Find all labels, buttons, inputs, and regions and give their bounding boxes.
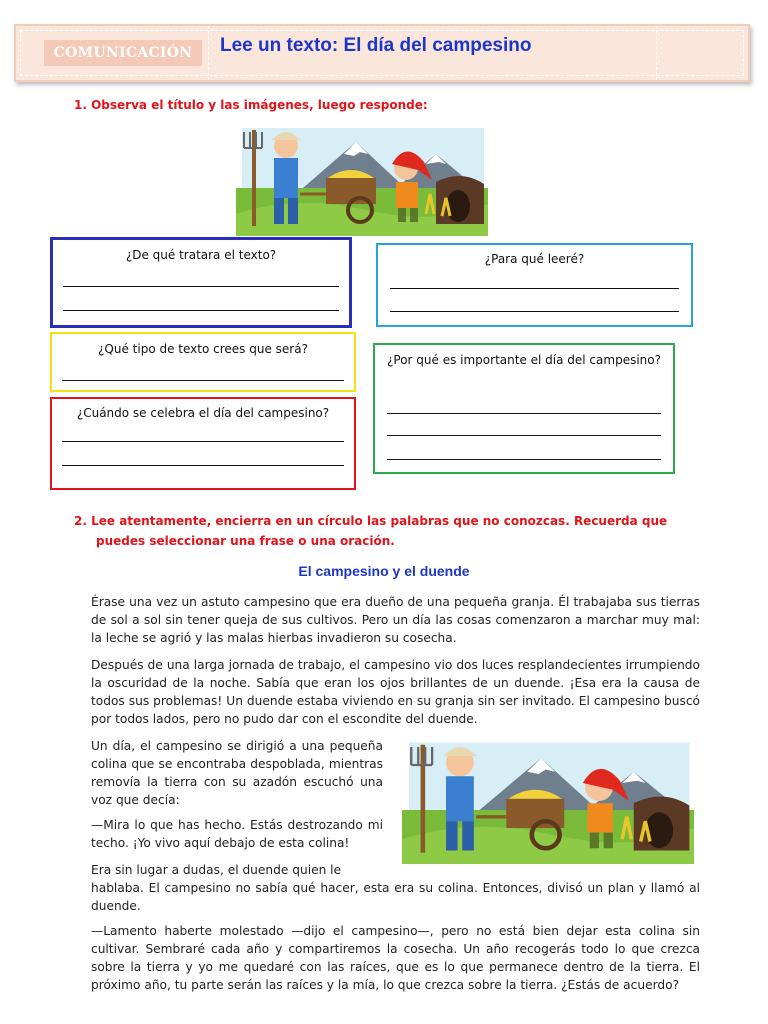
question-box-purpose [376, 243, 693, 327]
story-paragraph: Érase una vez un astuto campesino que era dueño de una pequeña granja. Él trabajaba sus tierras de sol a sol sin tener queja de sus cultivos. Pero un día las cosas comenzaron a marchar muy mal: la leche se agrió y las malas hierbas invadieron su cosecha. [91, 595, 700, 645]
question-text: ¿Para qué leeré? [484, 252, 585, 266]
farmer-elf-illustration [402, 738, 694, 864]
story-title: El campesino y el duende [298, 563, 470, 579]
question-text: ¿De qué tratara el texto? [125, 248, 277, 262]
question-text: ¿Cuándo se celebra el día del campesino? [76, 406, 330, 420]
answer-line[interactable] [62, 380, 344, 381]
answer-line[interactable] [62, 465, 344, 466]
question-box-date [50, 397, 356, 490]
instruction-2-line2: puedes seleccionar una frase o una oración. [96, 534, 395, 548]
header-divider [656, 26, 657, 80]
answer-line[interactable] [62, 441, 344, 442]
story-paragraph: hablaba. El campesino no sabía qué hacer, esta era su colina. Entonces, divisó un plan y llamó al duende. [91, 881, 700, 913]
farmer-elf-illustration [236, 124, 488, 236]
page-title: Lee un texto: El día del campesino [220, 35, 532, 56]
story-paragraph: —Mira lo que has hecho. Estás destrozando mi techo. ¡Yo vivo aquí debajo de esta colina! [91, 818, 383, 850]
subject-label: COMUNICACIÓN [44, 40, 202, 66]
question-box-importance [373, 343, 675, 474]
answer-line[interactable] [390, 311, 679, 312]
header-banner [14, 24, 750, 82]
story-paragraph: —Lamento haberte molestado —dijo el campesino—, pero no está bien dejar esta colina sin cultivar. Sembraré cada año y compartiremos la cosecha. Un año recogerás todo lo que crezca sobre la tierra y yo me quedaré con las raíces, que es lo que permanece dentro de la tierra. El próximo año, tu parte serán las raíces y la mía, lo que crezca sobre la tierra. ¿Estás de acuerdo? [91, 924, 700, 992]
answer-line[interactable] [63, 310, 339, 311]
story-paragraph: Un día, el campesino se dirigió a una pequeña colina que se encontraba despoblada, mientras removía la tierra con su azadón escuchó una voz que decía: [91, 739, 383, 807]
answer-line[interactable] [390, 288, 679, 289]
story-paragraph: Después de una larga jornada de trabajo, el campesino vio dos luces resplandecientes irrumpiendo la oscuridad de la noche. Sabía que eran los ojos brillantes de un duende. ¡Esa era la causa de todos sus problemas! Un duende estaba viviendo en su granja sin ser invitado. El campesino buscó por todos lados, pero no pudo dar con el escondite del duende. [91, 658, 700, 726]
question-box-text-type [50, 332, 356, 392]
answer-line[interactable] [387, 459, 661, 460]
answer-line[interactable] [387, 413, 661, 414]
answer-line[interactable] [387, 435, 661, 436]
question-text: ¿Por qué es importante el día del campesino? [387, 353, 661, 367]
instruction-2-line1: 2. Lee atentamente, encierra en un círculo las palabras que no conozcas. Recuerda que [74, 514, 668, 528]
question-text: ¿Qué tipo de texto crees que será? [98, 342, 308, 356]
instruction-1: 1. Observa el título y las imágenes, luego responde: [74, 98, 428, 112]
question-box-topic [50, 237, 352, 328]
story-paragraph: Era sin lugar a dudas, el duende quien le [91, 863, 342, 877]
header-divider [208, 26, 209, 80]
answer-line[interactable] [63, 286, 339, 287]
